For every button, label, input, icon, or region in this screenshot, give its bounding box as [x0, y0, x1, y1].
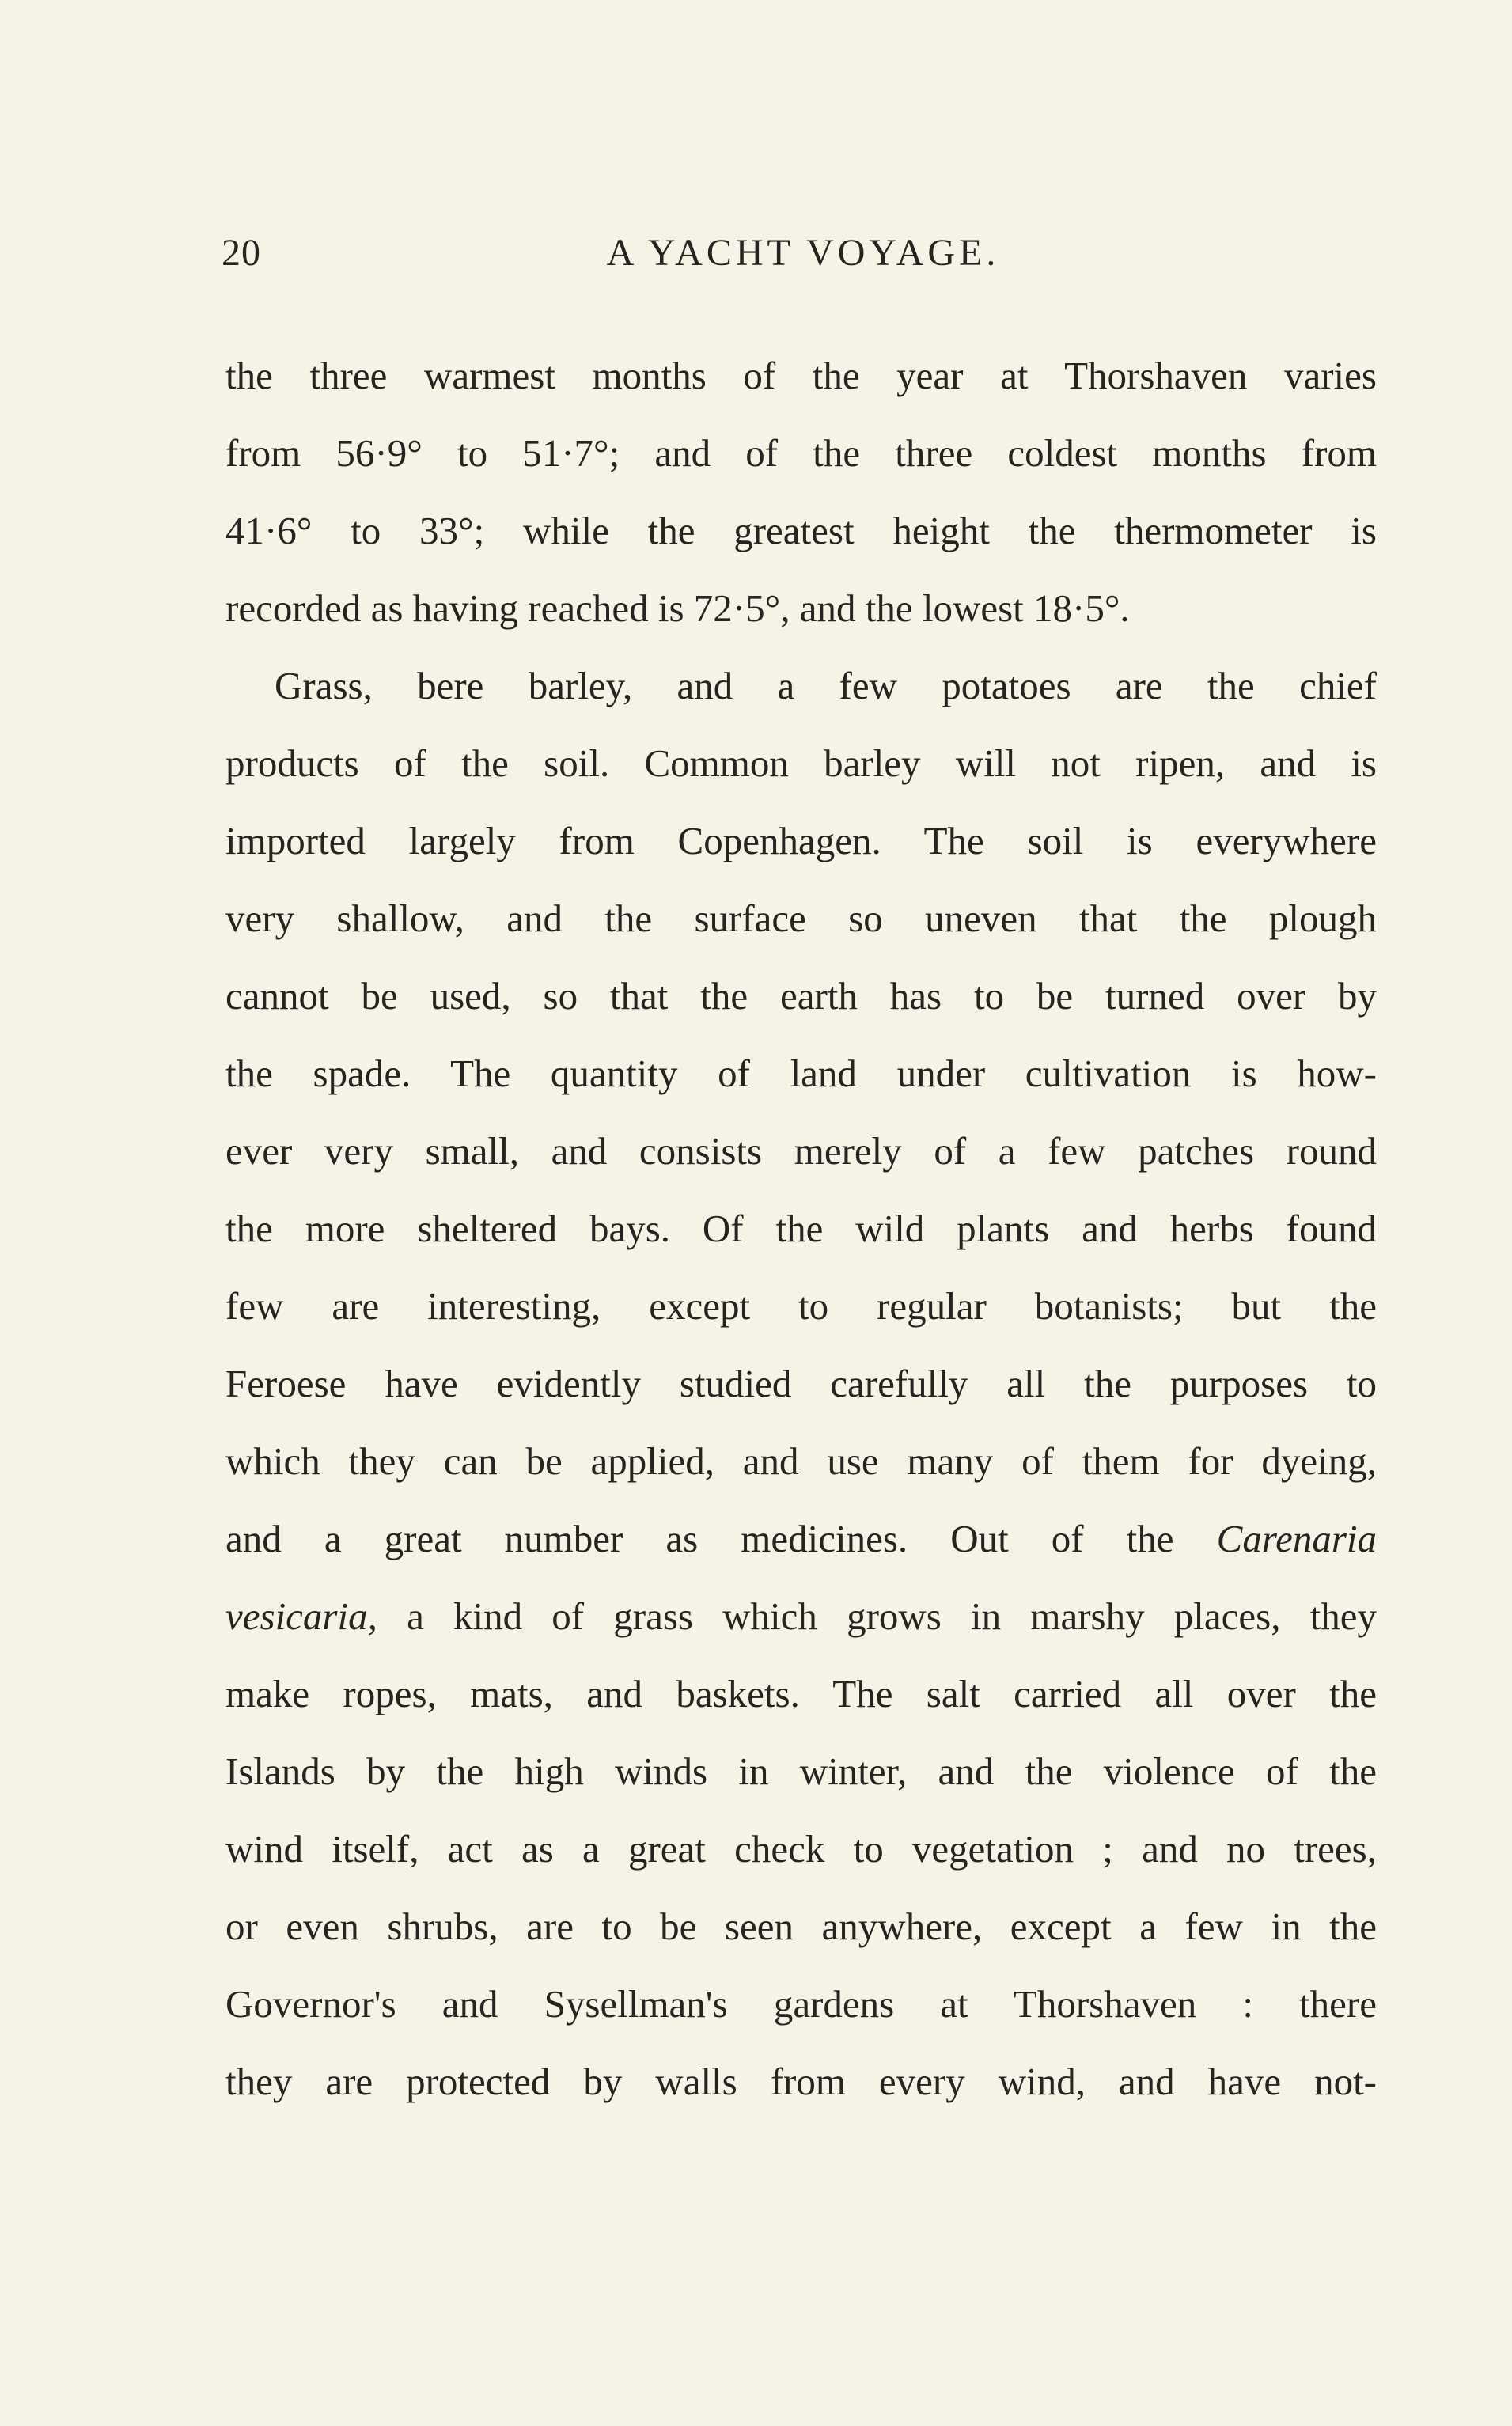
text-line: they are protected by walls from every wind, and have not-	[225, 2060, 1377, 2103]
text-line: make ropes, mats, and baskets. The salt carried all over the	[225, 1672, 1377, 1715]
text-line-with-italic	[225, 1578, 1377, 1655]
text-line: Feroese have evidently studied carefully all the purposes to	[225, 1362, 1377, 1405]
text-line: imported largely from Copenhagen. The soil is everywhere	[225, 819, 1377, 862]
text-line: recorded as having reached is 72·5°, and the lowest 18·5°.	[225, 586, 1130, 630]
text-line: 41·6° to 33°; while the greatest height the thermometer is	[225, 509, 1377, 552]
text-line: Islands by the high winds in winter, and the violence of the	[225, 1749, 1377, 1793]
text-segment: a kind of grass which grows in marshy places, they	[407, 1594, 1377, 1638]
body-text	[225, 337, 1377, 2121]
text-line: Governor's and Sysellman's gardens at Thorshaven : there	[225, 1982, 1377, 2026]
text-line: the spade. The quantity of land under cultivation is how-	[225, 1052, 1377, 1095]
italic-species-name: Carenaria	[1216, 1517, 1377, 1560]
text-segment: and a great number as medicines. Out of the	[225, 1517, 1174, 1560]
text-line: the more sheltered bays. Of the wild plants and herbs found	[225, 1207, 1377, 1250]
page-number: 20	[222, 232, 261, 274]
text-line: cannot be used, so that the earth has to be turned over by	[225, 974, 1377, 1018]
text-line: from 56·9° to 51·7°; and of the three coldest months from	[225, 431, 1377, 475]
text-line: wind itself, act as a great check to vegetation ; and no trees,	[225, 1827, 1377, 1871]
text-line: or even shrubs, are to be seen anywhere, except a few in the	[225, 1905, 1377, 1948]
text-line: the three warmest months of the year at Thorshaven varies	[225, 354, 1377, 397]
text-line: ever very small, and consists merely of a few patches round	[225, 1129, 1377, 1173]
text-line: very shallow, and the surface so uneven that the plough	[225, 896, 1377, 940]
page-header	[222, 231, 1385, 279]
italic-species-name: vesicaria,	[225, 1594, 377, 1638]
text-line: which they can be applied, and use many of them for dyeing,	[225, 1439, 1377, 1483]
running-title: A YACHT VOYAGE.	[606, 232, 1000, 274]
text-line: few are interesting, except to regular botanists; but the	[225, 1284, 1377, 1328]
text-line-with-italic	[225, 1500, 1377, 1578]
text-line: products of the soil. Common barley will not ripen, and is	[225, 741, 1377, 785]
paragraph-start-line: Grass, bere barley, and a few potatoes are the chief	[275, 664, 1377, 707]
